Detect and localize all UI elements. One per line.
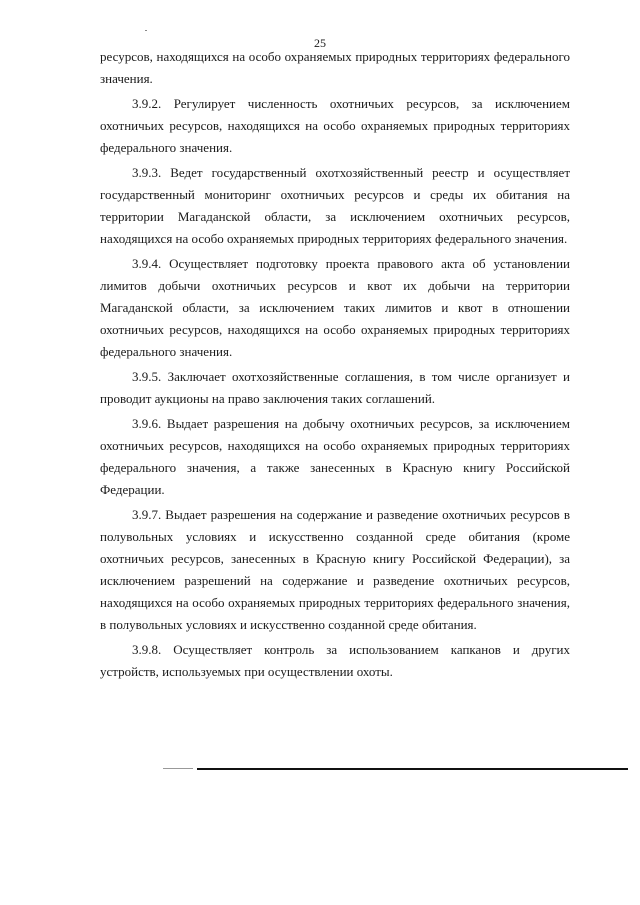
document-body [100,46,570,683]
paragraph-continuation: ресурсов, находящихся на особо охраняемых природных территориях федерального значения. [100,49,570,86]
footer-rule [197,768,628,770]
scan-speck [145,30,147,31]
page-number: 25 [314,36,326,50]
paragraph-3-9-2: 3.9.2. Регулирует численность охотничьих ресурсов, за исключением охотничьих ресурсов, находящихся на особо охраняемых природных территориях федерального значения. [100,96,570,155]
paragraph-3-9-3: 3.9.3. Ведет государственный охотхозяйственный реестр и осуществляет государственный мониторинг охотничьих ресурсов и среды их обитания на территории Магаданской области, за исключением охотничьих ресурсов, находящихся на особо охраняемых природных территориях федерального значения. [100,165,570,246]
paragraph-3-9-8: 3.9.8. Осуществляет контроль за использованием капканов и других устройств, используемых при осуществлении охоты. [100,642,570,679]
footer-rule-faint [163,768,193,769]
paragraph-3-9-4: 3.9.4. Осуществляет подготовку проекта правового акта об установлении лимитов добычи охотничьих ресурсов и квот их добычи на территории Магаданской области, за исключением таких лимитов и квот в отношении охотничьих ресурсов, находящихся на особо охраняемых природных территориях федерального значения. [100,256,570,359]
paragraph-3-9-5: 3.9.5. Заключает охотхозяйственные соглашения, в том числе организует и проводит аукционы на право заключения таких соглашений. [100,369,570,406]
paragraph-3-9-6: 3.9.6. Выдает разрешения на добычу охотничьих ресурсов, за исключением охотничьих ресурсов, находящихся на особо охраняемых природных территориях федерального значения, а также занесенных в Красную книгу Российской Федерации. [100,416,570,497]
paragraph-3-9-7: 3.9.7. Выдает разрешения на содержание и разведение охотничьих ресурсов в полувольных условиях и искусственно созданной среде обитания (кроме охотничьих ресурсов, занесенных в Красную книгу Российской Федерации), за исключением разрешений на содержание и разведение охотничьих ресурсов, находящихся на особо охраняемых природных территориях федерального значения, в полувольных условиях и искусственно созданной среде обитания. [100,507,570,632]
